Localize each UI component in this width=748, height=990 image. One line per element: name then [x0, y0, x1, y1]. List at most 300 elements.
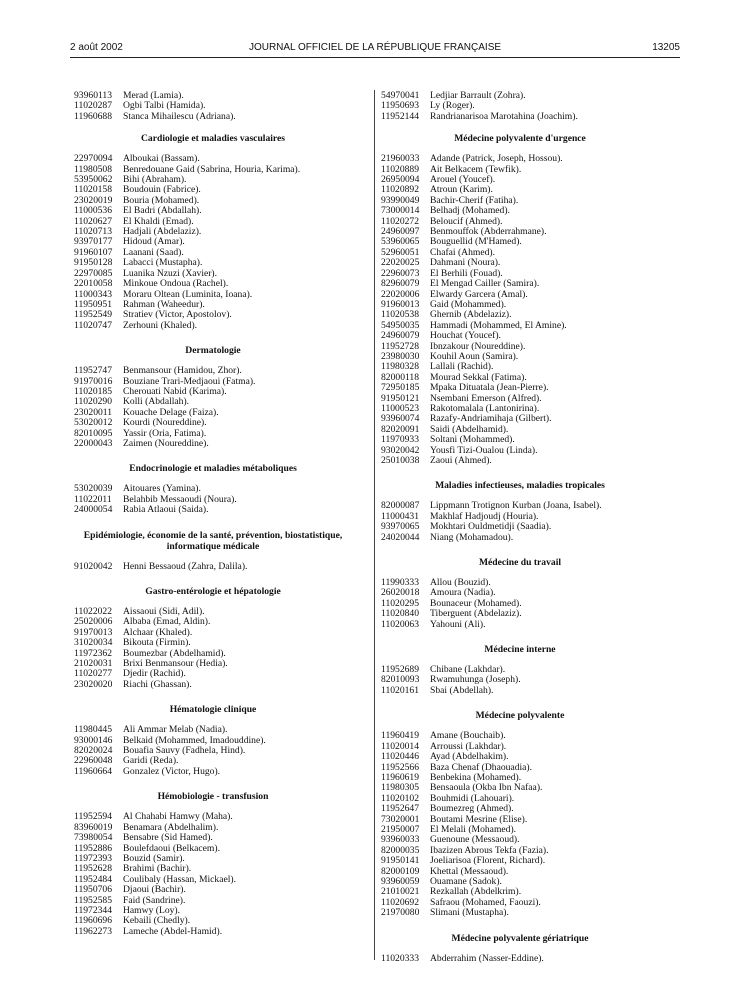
registration-number: 11022022	[74, 606, 113, 617]
list-item	[381, 446, 659, 456]
list-item	[74, 875, 352, 885]
registration-number: 11020892	[381, 184, 420, 196]
registration-number: 93960074	[381, 413, 420, 425]
list-item	[381, 185, 659, 195]
registration-number: 11020063	[381, 618, 420, 630]
registration-number: 24020044	[381, 531, 420, 543]
person-name: Merad (Lamia).	[123, 90, 184, 101]
registration-number: 11960419	[381, 730, 420, 742]
list-item	[381, 898, 659, 908]
registration-number: 11952585	[74, 894, 113, 906]
person-name: Benmouffok (Abderrahmane).	[430, 226, 547, 238]
registration-number: 11020627	[74, 215, 113, 227]
registration-number: 11980305	[381, 782, 420, 794]
registration-number: 11960619	[381, 771, 420, 783]
person-name: Benbekina (Mohamed).	[430, 771, 522, 783]
list-item	[74, 823, 352, 833]
registration-number: 53960065	[381, 236, 420, 248]
list-item	[381, 815, 659, 825]
registration-number: 26020018	[381, 587, 420, 599]
person-name: Houchat (Youcef).	[430, 330, 501, 342]
list-item	[74, 310, 352, 320]
person-name: Lippmann Trotignon Kurban (Joana, Isabel).	[430, 500, 602, 512]
person-name: Aissaoui (Sidi, Adil).	[123, 606, 205, 617]
person-name: Minkoue Ondoua (Rachel).	[123, 278, 229, 290]
registration-number: 31020034	[74, 637, 113, 649]
list-item	[381, 331, 659, 341]
registration-number: 11972362	[74, 647, 113, 659]
registration-number: 11972344	[74, 904, 113, 916]
list-item	[381, 804, 659, 814]
person-name: El Mengad Cailler (Samira).	[430, 278, 540, 290]
registration-number: 11952566	[381, 761, 420, 773]
list-item	[74, 227, 352, 237]
person-name: Ibazizen Abrous Tekfa (Fazia).	[430, 844, 549, 856]
person-name: Allou (Bouzid).	[430, 577, 491, 589]
person-name: Bensabre (Sid Hamed).	[123, 832, 213, 844]
list-item	[74, 279, 352, 289]
registration-number: 82010095	[74, 427, 113, 439]
registration-number: 11962273	[74, 925, 113, 937]
registration-number: 73980054	[74, 832, 113, 844]
registration-number: 72950185	[381, 382, 420, 394]
list-item	[381, 783, 659, 793]
person-name: Ait Belkacem (Tewfik).	[430, 163, 522, 175]
person-name: Rabia Atlaoui (Saida).	[123, 504, 209, 516]
registration-number: 73000014	[381, 205, 420, 217]
person-name: Ayad (Abdelhakim).	[430, 751, 509, 763]
section-heading: Gastro-entérologie et hépatologie	[145, 586, 281, 597]
person-name: Razafy-Andriamihaja (Gilbert).	[430, 413, 552, 425]
person-name: Garidi (Reda).	[123, 755, 179, 767]
person-name: Djaoui (Bachir).	[123, 884, 186, 896]
list-item	[381, 686, 659, 696]
person-name: Bounaceur (Mohamed).	[430, 597, 522, 609]
person-name: Yousfi Tizi-Oualou (Linda).	[430, 444, 538, 456]
person-name: Slimani (Mustapha).	[430, 907, 509, 919]
person-name: Mpaka Dituatala (Jean-Pierre).	[430, 382, 549, 394]
person-name: Belhadj (Mohamed).	[430, 205, 510, 217]
journal-title: JOURNAL OFFICIEL DE LA RÉPUBLIQUE FRANÇAISE	[248, 42, 502, 53]
registration-number: 11952628	[74, 863, 113, 875]
person-name: Ibnzakour (Noureddine).	[430, 340, 526, 352]
person-name: Moraru Oltean (Luminita, Ioana).	[123, 288, 253, 300]
person-name: Guenoune (Messaoud).	[430, 834, 520, 846]
person-name: Chibane (Lakhdar).	[430, 664, 506, 676]
registration-number: 11952728	[381, 340, 420, 352]
section-heading: Endocrinologie et maladies métaboliques	[129, 463, 297, 475]
person-name: Nsembani Emerson (Alfred).	[430, 392, 542, 404]
list-item	[74, 833, 352, 843]
registration-number: 11000536	[74, 205, 113, 217]
list-item	[74, 844, 352, 854]
registration-number: 11952144	[381, 110, 420, 122]
person-name: Kouhil Aoun (Samira).	[430, 350, 519, 362]
person-name: Bachir-Cherif (Fatiha).	[430, 194, 519, 206]
list-item	[381, 533, 659, 543]
person-name: El Melali (Mohamed).	[430, 823, 517, 835]
registration-number: 11020747	[74, 319, 113, 331]
registration-number: 11020889	[381, 163, 420, 175]
section-heading: Médecine interne	[484, 644, 556, 656]
registration-number: 91960013	[381, 298, 420, 310]
person-name: Gonzalez (Victor, Hugo).	[123, 765, 221, 777]
person-name: Bouzid (Samir).	[123, 852, 185, 864]
page-header	[70, 42, 680, 56]
person-name: Niang (Mohamadou).	[430, 531, 514, 543]
list-item	[381, 908, 659, 918]
person-name: El Berhili (Fouad).	[430, 267, 503, 279]
person-name: Brahimi (Bachir).	[123, 863, 192, 875]
registration-number: 11020102	[381, 792, 420, 804]
person-name: Faid (Sandrine).	[123, 894, 186, 906]
person-name: Hamwy (Loy).	[123, 904, 181, 916]
person-name: Alboukai (Bassam).	[123, 153, 200, 165]
registration-number: 11980508	[74, 163, 113, 175]
person-name: Boulefdaoui (Belkacem).	[123, 842, 220, 854]
registration-number: 22010058	[74, 278, 113, 290]
person-name: Cherouati Nabid (Karima).	[123, 385, 227, 397]
list-item	[74, 248, 352, 258]
person-name: Kolli (Abdallah).	[123, 396, 190, 408]
person-name: Randrianarisoa Marotahina (Joachim).	[430, 110, 578, 122]
registration-number: 93960059	[381, 875, 420, 887]
list-item	[381, 300, 659, 310]
registration-number: 22970085	[74, 267, 113, 279]
list-item	[381, 321, 659, 331]
registration-number: 21960033	[381, 153, 420, 165]
registration-number: 11020446	[381, 751, 420, 763]
list-item	[74, 185, 352, 195]
list-item	[74, 562, 352, 572]
registration-number: 24960079	[381, 330, 420, 342]
registration-number: 11022011	[74, 493, 112, 505]
registration-number: 11020333	[381, 952, 420, 964]
person-name: Benamara (Abdelhalim).	[123, 821, 219, 833]
list-item	[74, 196, 352, 206]
registration-number: 11020692	[381, 896, 420, 908]
person-name: Belahbib Messaoudi (Noura).	[123, 493, 237, 505]
person-name: Kebaili (Chedly).	[123, 915, 191, 927]
registration-number: 11950706	[74, 884, 113, 896]
person-name: Gaid (Mohammed).	[430, 298, 507, 310]
person-name: Benredouane Gaid (Sabrina, Houria, Karima).	[123, 163, 301, 175]
person-name: Boudouin (Fabrice).	[123, 184, 201, 196]
registration-number: 11020014	[381, 740, 420, 752]
list-item	[381, 456, 659, 466]
registration-number: 22970094	[74, 153, 113, 165]
list-item	[381, 352, 659, 362]
person-name: Bouria (Mohamed).	[123, 194, 200, 206]
person-name: Rakotomalala (Lantonirina).	[430, 402, 540, 414]
list-item	[381, 675, 659, 685]
person-name: Ouamane (Sadok).	[430, 875, 502, 887]
registration-number: 23020020	[74, 678, 113, 690]
person-name: Bouhmidi (Lahouari).	[430, 792, 515, 804]
list-item	[74, 659, 352, 669]
registration-number: 93960113	[74, 90, 113, 101]
registration-number: 53950062	[74, 174, 113, 186]
list-item	[381, 522, 659, 532]
registration-number: 82020091	[381, 423, 420, 435]
registration-number: 11950951	[74, 298, 113, 310]
person-name: Riachi (Ghassan).	[123, 678, 192, 690]
person-name: Luanika Nzuzi (Xavier).	[123, 267, 218, 279]
person-name: Safraou (Mohamed, Faouzi).	[430, 896, 541, 908]
list-item	[74, 408, 352, 418]
list-item	[74, 669, 352, 679]
registration-number: 11960664	[74, 765, 113, 777]
registration-number: 83960019	[74, 821, 113, 833]
registration-number: 11020161	[381, 684, 420, 696]
registration-number: 25010038	[381, 455, 420, 466]
list-item	[381, 620, 659, 630]
section-heading: Hématologie clinique	[169, 704, 257, 716]
registration-number: 11952594	[74, 811, 113, 823]
registration-number: 93990049	[381, 194, 420, 206]
list-item	[381, 91, 659, 101]
list-item	[381, 731, 659, 741]
registration-number: 23020011	[74, 406, 113, 418]
registration-number: 22020006	[381, 288, 420, 300]
registration-number: 91950121	[381, 392, 420, 404]
person-name: Khettal (Messaoud).	[430, 865, 509, 877]
list-item	[381, 237, 659, 247]
registration-number: 91020042	[74, 560, 113, 572]
registration-number: 53020039	[74, 483, 113, 495]
person-name: Bouafia Sauvy (Fadhela, Hind).	[123, 745, 246, 757]
person-name: Sbai (Abdellah).	[430, 684, 494, 696]
registration-number: 11980445	[74, 724, 113, 736]
registration-number: 91950141	[381, 855, 420, 867]
person-name: Kouache Delage (Faiza).	[123, 406, 219, 418]
list-item	[74, 617, 352, 627]
list-item	[381, 196, 659, 206]
list-item	[74, 165, 352, 175]
registration-number: 11020713	[74, 226, 113, 238]
list-item	[74, 680, 352, 690]
column-divider	[374, 90, 375, 960]
list-item	[74, 418, 352, 428]
person-name: Rezkallah (Abdelkrim).	[430, 886, 522, 898]
person-name: Albaba (Emad, Aldin).	[123, 616, 211, 628]
list-item	[74, 439, 352, 449]
registration-number: 11000343	[74, 288, 113, 300]
registration-number: 11952886	[74, 842, 113, 854]
registration-number: 11020158	[74, 184, 113, 196]
page-number: 13205	[652, 42, 680, 53]
registration-number: 91960107	[74, 246, 113, 258]
person-name: Ghernib (Abdelaziz).	[430, 309, 512, 321]
registration-number: 21020031	[74, 658, 113, 670]
list-item	[74, 927, 352, 937]
person-name: Yassir (Oria, Fatima).	[123, 427, 207, 439]
person-name: Soltani (Mohammed).	[430, 434, 515, 446]
list-item	[381, 414, 659, 424]
registration-number: 53020012	[74, 417, 113, 429]
list-item	[74, 746, 352, 756]
person-name: Alchaar (Khaled).	[123, 626, 193, 638]
person-name: Beloucif (Ahmed).	[430, 215, 503, 227]
list-item	[74, 217, 352, 227]
person-name: Dahmani (Noura).	[430, 257, 501, 269]
person-name: Bikouta (Firmin).	[123, 637, 191, 649]
list-item	[74, 767, 352, 777]
registration-number: 93970177	[74, 236, 113, 248]
registration-number: 22960073	[381, 267, 420, 279]
registration-number: 11000523	[381, 402, 420, 414]
list-item	[74, 366, 352, 376]
person-name: Ly (Roger).	[430, 100, 475, 112]
list-item	[381, 578, 659, 588]
person-name: Djedir (Rachid).	[123, 668, 186, 680]
person-name: Baza Chenaf (Dhaouadia).	[430, 761, 533, 773]
person-name: Zaoui (Ahmed).	[430, 455, 492, 466]
registration-number: 22000043	[74, 437, 113, 449]
list-item	[74, 906, 352, 916]
registration-number: 93020042	[381, 444, 420, 456]
list-item	[381, 856, 659, 866]
registration-number: 21010021	[381, 886, 420, 898]
person-name: Saidi (Abdelhamid).	[430, 423, 509, 435]
list-item	[74, 206, 352, 216]
registration-number: 82000087	[381, 500, 420, 512]
person-name: Aitouares (Yamina).	[123, 483, 201, 495]
person-name: Laanani (Saad).	[123, 246, 184, 258]
list-item	[74, 429, 352, 439]
person-name: Joeliarisoa (Florent, Richard).	[430, 855, 546, 867]
header-rule	[70, 57, 680, 58]
section-heading: Maladies infectieuses, maladies tropicales	[435, 480, 605, 492]
registration-number: 93970065	[381, 521, 420, 533]
section-heading: Dermatologie	[185, 345, 241, 357]
person-name: Tiberguent (Abdelaziz).	[430, 608, 522, 620]
registration-number: 25020006	[74, 616, 113, 628]
registration-number: 82000035	[381, 844, 420, 856]
person-name: Belkaid (Mohammed, Imadouddine).	[123, 734, 266, 746]
publication-date: 2 août 2002	[70, 42, 123, 53]
person-name: Makhlaf Hadjoudj (Houria).	[430, 510, 539, 522]
list-item	[381, 825, 659, 835]
person-name: Bouguellid (M'Hamed).	[430, 236, 522, 248]
person-name: Arroussi (Lakhdar).	[430, 740, 507, 752]
person-name: Stratiev (Victor, Apostolov).	[123, 309, 232, 321]
list-item	[74, 854, 352, 864]
registration-number: 11990333	[381, 577, 420, 589]
registration-number: 22960048	[74, 755, 113, 767]
list-item	[381, 165, 659, 175]
person-name: El Badri (Abdallah).	[123, 205, 202, 217]
right-column	[381, 91, 659, 964]
person-name: Amane (Bouchaib).	[430, 730, 506, 742]
list-item	[381, 290, 659, 300]
person-name: Hadjali (Abdelaziz).	[123, 226, 202, 238]
registration-number: 11960696	[74, 915, 113, 927]
registration-number: 21950007	[381, 823, 420, 835]
registration-number: 11020272	[381, 215, 420, 227]
list-item	[381, 954, 659, 964]
person-name: Yahouni (Ali).	[430, 618, 486, 630]
person-name: Boumezreg (Ahmed).	[430, 803, 514, 815]
registration-number: 11960688	[74, 110, 113, 122]
list-item	[381, 752, 659, 762]
registration-number: 11952549	[74, 309, 113, 321]
person-name: Zerhouni (Khaled).	[123, 319, 198, 331]
person-name: Bouziane Trari-Medjaoui (Fatma).	[123, 375, 256, 387]
person-name: Ogbi Talbi (Hamida).	[123, 100, 206, 112]
registration-number: 82000109	[381, 865, 420, 877]
registration-number: 82000118	[381, 371, 420, 383]
list-item	[381, 609, 659, 619]
section-heading: Médecine polyvalente	[475, 710, 565, 722]
person-name: Bensaoula (Okba Ibn Nafaa).	[430, 782, 543, 794]
registration-number: 26950094	[381, 174, 420, 186]
person-name: Brixi Benmansour (Hedia).	[123, 658, 228, 670]
list-item	[74, 321, 352, 331]
list-item	[381, 112, 659, 122]
list-item	[74, 628, 352, 638]
registration-number: 24000054	[74, 504, 113, 516]
registration-number: 93960033	[381, 834, 420, 846]
registration-number: 11020290	[74, 396, 113, 408]
registration-number: 21970080	[381, 907, 420, 919]
person-name: Mokhtari Ouldmetidji (Saadia).	[430, 521, 552, 533]
section-heading: Hémobiologie - transfusion	[157, 791, 269, 803]
list-item	[74, 885, 352, 895]
list-item	[74, 607, 352, 617]
registration-number: 11980328	[381, 361, 420, 373]
person-name: Abderrahim (Nasser-Eddine).	[430, 952, 544, 964]
list-item	[381, 258, 659, 268]
person-name: Lameche (Abdel-Hamid).	[123, 925, 223, 937]
registration-number: 11952689	[381, 664, 420, 676]
registration-number: 11952647	[381, 803, 420, 815]
person-name: Chafai (Ahmed).	[430, 246, 496, 258]
registration-number: 11952484	[74, 873, 113, 885]
registration-number: 11000431	[381, 510, 420, 522]
registration-number: 54970041	[381, 90, 420, 101]
list-item	[381, 248, 659, 258]
list-item	[74, 112, 352, 122]
registration-number: 91970016	[74, 375, 113, 387]
person-name: Rahman (Waheedur).	[123, 298, 205, 310]
list-item	[74, 237, 352, 247]
person-name: Hammadi (Mohammed, El Amine).	[430, 319, 567, 331]
list-item	[74, 505, 352, 515]
person-name: Lallali (Rachid).	[430, 361, 494, 373]
list-item	[74, 91, 352, 101]
registration-number: 11952747	[74, 365, 113, 377]
registration-number: 82020024	[74, 745, 113, 757]
person-name: Atroun (Karim).	[430, 184, 493, 196]
person-name: Hidoud (Amar).	[123, 236, 185, 248]
person-name: Boutami Mesrine (Elise).	[430, 813, 528, 825]
person-name: Kourdi (Noureddine).	[123, 417, 207, 429]
person-name: Amoura (Nadia).	[430, 587, 496, 599]
registration-number: 11020295	[381, 597, 420, 609]
list-item	[381, 175, 659, 185]
section-heading: Médecine du travail	[478, 557, 562, 569]
person-name: Benmansour (Hamidou, Zhor).	[123, 365, 242, 377]
person-name: El Khaldi (Emad).	[123, 215, 194, 227]
list-item	[381, 383, 659, 393]
person-name: Henni Bessaoud (Zahra, Dalila).	[123, 560, 248, 572]
person-name: Al Chahabi Hamwy (Maha).	[123, 811, 233, 823]
section-heading: Médecine polyvalente gériatrique	[451, 932, 589, 944]
registration-number: 23980030	[381, 350, 420, 362]
registration-number: 91950128	[74, 257, 113, 269]
registration-number: 24960097	[381, 226, 420, 238]
